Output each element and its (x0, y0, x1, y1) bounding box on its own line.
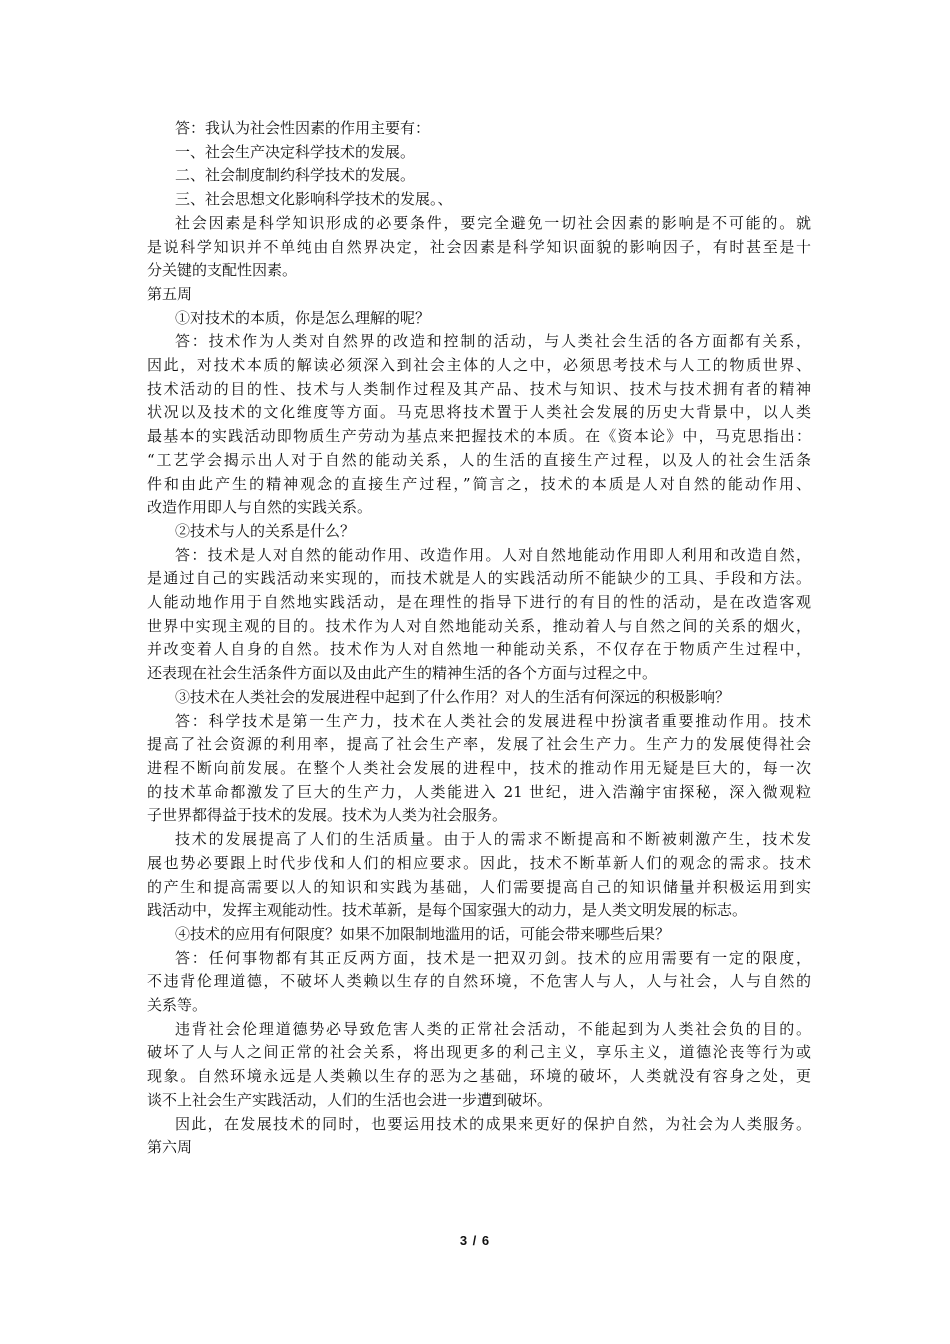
text-line: 现象。自然环境永远是人类赖以生存的恶为之基础，环境的破坏，人类就没有容身之处，更 (147, 1067, 811, 1086)
text-line: 展也势必要跟上时代步伐和人们的相应要求。因此，技术不断革新人们的观念的需求。技术 (147, 853, 811, 872)
text-line: 答：科学技术是第一生产力，技术在人类社会的发展进程中扮演者重要推动作用。技术 (175, 711, 811, 730)
text-line: 二、社会制度制约科学技术的发展。 (175, 166, 416, 185)
text-line: 答：我认为社会性因素的作用主要有： (175, 119, 431, 137)
text-line: 是说科学知识并不单纯由自然界决定，社会因素是科学知识面貌的影响因子，有时甚至是十 (147, 237, 811, 256)
text-line: 践活动中，发挥主观能动性。技术革新，是每个国家强大的动力，是人类文明发展的标志。 (147, 901, 748, 920)
text-line: 因此，在发展技术的同时，也要运用技术的成果来更好的保护自然，为社会为人类服务。 (175, 1114, 811, 1133)
text-line: 的技术革命都激发了巨大的生产力，人类能进入 21 世纪，进入浩瀚宇宙探秘，深入微观粒 (147, 782, 811, 801)
text-line: 第六周 (147, 1138, 193, 1157)
text-line: 技术的发展提高了人们的生活质量。由于人的需求不断提高和不断被刺激产生，技术发 (175, 830, 811, 849)
text-line: 不违背伦理道德，不破坏人类赖以生存的自然环境，不危害人与人，人与社会，人与自然的 (147, 972, 811, 991)
text-line: 社会因素是科学知识形成的必要条件，要完全避免一切社会因素的影响是不可能的。就 (175, 213, 811, 232)
text-line: 提高了社会资源的利用率，提高了社会生产率，发展了社会生产力。生产力的发展使得社会 (147, 735, 811, 754)
text-line: 违背社会伦理道德势必导致危害人类的正常社会活动，不能起到为人类社会负的目的。 (175, 1019, 811, 1038)
text-line: 是通过自己的实践活动来实现的，而技术就是人的实践活动所不能缺少的工具、手段和方法。 (147, 569, 811, 588)
text-line: 进程不断向前发展。在整个人类社会发展的进程中，技术的推动作用无疑是巨大的，每一次 (147, 758, 811, 777)
text-line: 子世界都得益于技术的发展。技术为人类为社会服务。 (147, 806, 508, 825)
text-line: 并改变着人自身的自然。技术作为人对自然地一种能动关系，不仅存在于物质产生过程中， (147, 640, 811, 659)
text-line: 第五周 (147, 284, 193, 303)
text-line: 件和由此产生的精神观念的直接生产过程，”简言之，技术的本质是人对自然的能动作用、 (147, 474, 811, 493)
text-line: 最基本的实践活动即物质生产劳动为基点来把握技术的本质。在《资本论》中，马克思指出： (147, 427, 811, 446)
text-line: 关系等。 (147, 996, 208, 1015)
text-line: 技术活动的目的性、技术与人类制作过程及其产品、技术与知识、技术与技术拥有者的精神 (147, 379, 811, 398)
page-number: 3 / 6 (459, 1233, 491, 1248)
text-line: 状况以及技术的文化维度等方面。马克思将技术置于人类社会发展的历史大背景中，以人类 (147, 403, 811, 422)
document-page-body (147, 117, 811, 1160)
text-line: ②技术与人的关系是什么？ (175, 521, 356, 540)
text-line: 答：技术是人对自然的能动作用、改造作用。人对自然地能动作用即人利用和改造自然， (175, 545, 811, 564)
text-line: 因此，对技术本质的解读必须深入到社会主体的人之中，必须思考技术与人工的物质世界、 (147, 356, 811, 375)
text-line: 答：技术作为人类对自然界的改造和控制的活动，与人类社会生活的各方面都有关系， (175, 332, 811, 351)
text-line: 改造作用即人与自然的实践关系。 (147, 498, 373, 517)
text-line: 还表现在社会生活条件方面以及由此产生的精神生活的各个方面与过程之中。 (147, 664, 658, 683)
text-line: 答：任何事物都有其正反两方面，技术是一把双刃剑。技术的应用需要有一定的限度， (175, 948, 811, 967)
text-line: 世界中实现主观的目的。技术作为人对自然地能动关系，推动着人与自然之间的关系的烟火， (147, 616, 811, 635)
text-line: 三、社会思想文化影响科学技术的发展。、 (175, 190, 453, 209)
text-line: ③技术在人类社会的发展进程中起到了什么作用？对人的生活有何深远的积极影响？ (175, 687, 731, 706)
text-line: 的产生和提高需要以人的知识和实践为基础，人们需要提高自己的知识储量并积极运用到实 (147, 877, 811, 896)
text-line: “工艺学会揭示出人对于自然的能动关系，人的生活的直接生产过程，以及人的社会生活条 (147, 450, 811, 469)
text-line: 一、社会生产决定科学技术的发展。 (175, 142, 416, 161)
text-line: 人能动地作用于自然地实践活动，是在理性的指导下进行的有目的性的活动，是在改造客观 (147, 593, 811, 612)
text-line: 谈不上社会生产实践活动，人们的生活也会进一步遭到破坏。 (147, 1090, 553, 1109)
text-line: ①对技术的本质，你是怎么理解的呢？ (175, 308, 431, 327)
text-line: 分关键的支配性因素。 (147, 261, 298, 280)
text-line: ④技术的应用有何限度？如果不加限制地滥用的话，可能会带来哪些后果？ (175, 924, 671, 943)
text-line: 破坏了人与人之间正常的社会关系，将出现更多的利己主义，享乐主义，道德沦丧等行为或 (147, 1043, 811, 1062)
